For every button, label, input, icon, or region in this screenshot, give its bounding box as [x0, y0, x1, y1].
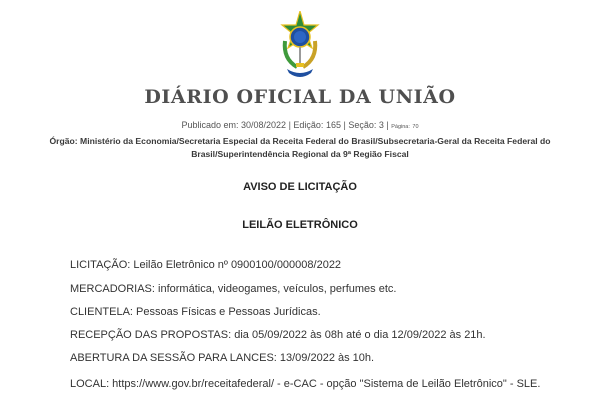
- notice-heading: AVISO DE LICITAÇÃO: [243, 181, 357, 193]
- page-number: 70: [412, 124, 419, 130]
- recepcao-line: RECEPÇÃO DAS PROPOSTAS: dia 05/09/2022 às 08h até o dia 12/09/2022 às 21h.: [70, 329, 486, 341]
- mercadorias-line: MERCADORIAS: informática, videogames, veículos, perfumes etc.: [70, 283, 397, 295]
- section-label: Seção:: [348, 120, 377, 130]
- notice-subheading: LEILÃO ELETRÔNICO: [242, 219, 358, 231]
- local-line: LOCAL: https://www.gov.br/receitafederal/ - e-CAC - opção "Sistema de Leilão Eletrônico" - SLE.: [70, 378, 541, 390]
- licitacao-line: LICITAÇÃO: Leilão Eletrônico nº 0900100/000008/2022: [70, 259, 342, 271]
- page-label: Página:: [391, 124, 410, 130]
- published-label: Publicado em:: [181, 120, 239, 130]
- brasao-da-republica-icon: [279, 11, 321, 81]
- clientela-line: CLIENTELA: Pessoas Físicas e Pessoas Jurídicas.: [70, 306, 321, 318]
- edition-label: Edição:: [293, 120, 324, 130]
- orgao-text: Órgão: Ministério da Economia/Secretaria Especial da Receita Federal do Brasil/Subsecretaria-Geral da Receita Federal do Brasil/Superintendência Regional da 9ª Região Fiscal: [49, 136, 551, 159]
- publication-info: Publicado em: 30/08/2022 | Edição: 165 | Seção: 3 | Página: 70: [181, 120, 419, 130]
- page-title: DIÁRIO OFICIAL DA UNIÃO: [144, 86, 456, 108]
- section-number: 3: [378, 120, 384, 130]
- edition-number: 165: [325, 120, 341, 130]
- published-date: 30/08/2022: [241, 120, 287, 130]
- abertura-line: ABERTURA DA SESSÃO PARA LANCES: 13/09/2022 às 10h.: [70, 352, 375, 364]
